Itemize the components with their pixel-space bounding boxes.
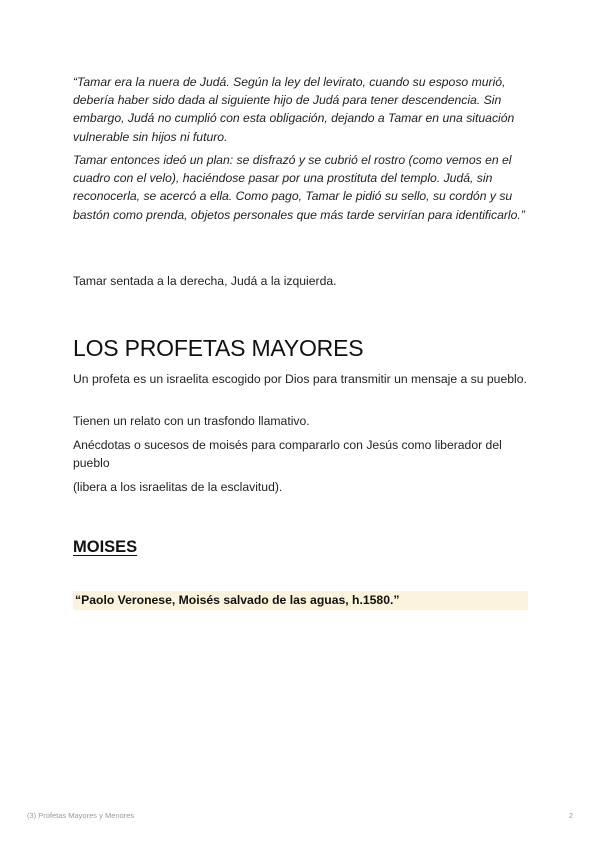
highlighted-quote: “Paolo Veronese, Moisés salvado de las aguas, h.1580.” — [73, 591, 528, 610]
footer-page-number: 2 — [568, 811, 573, 820]
body-paragraph: Anécdotas o sucesos de moisés para compararlo con Jesús como liberador del pueblo — [73, 438, 502, 470]
quote-paragraph-1: “Tamar era la nuera de Judá. Según la ley del levirato, cuando su esposo murió, debería haber sido dada al siguiente hijo de Judá para tener descendencia. Sin embargo, Judá no cumplió con esta obligación, dejando a Tamar en una situación vulnerable sin hijos ni futuro. — [73, 75, 515, 144]
section-heading: LOS PROFETAS MAYORES — [73, 335, 364, 361]
subsection-heading: MOISES — [73, 538, 138, 556]
footer-document-title: (3) Profetas Mayores y Menores — [27, 811, 135, 820]
quote-paragraph-2: Tamar entonces ideó un plan: se disfrazó y se cubrió el rostro (como vemos en el cuadro con el velo), haciéndose pasar por una prostituta del templo. Judá, sin reconocerla, se acercó a ella. Como pago, Tamar le pidió su sello, su cordón y su bastón como prenda, objetos personales que más tarde servirían para identificarlo.” — [73, 153, 525, 222]
body-paragraph: Un profeta es un israelita escogido por Dios para transmitir un mensaje a su pueblo. — [73, 372, 527, 386]
image-caption: Tamar sentada a la derecha, Judá a la izquierda. — [73, 274, 337, 288]
body-paragraph: Tienen un relato con un trasfondo llamativo. — [73, 414, 310, 428]
body-paragraph: (libera a los israelitas de la esclavitud). — [73, 480, 283, 494]
